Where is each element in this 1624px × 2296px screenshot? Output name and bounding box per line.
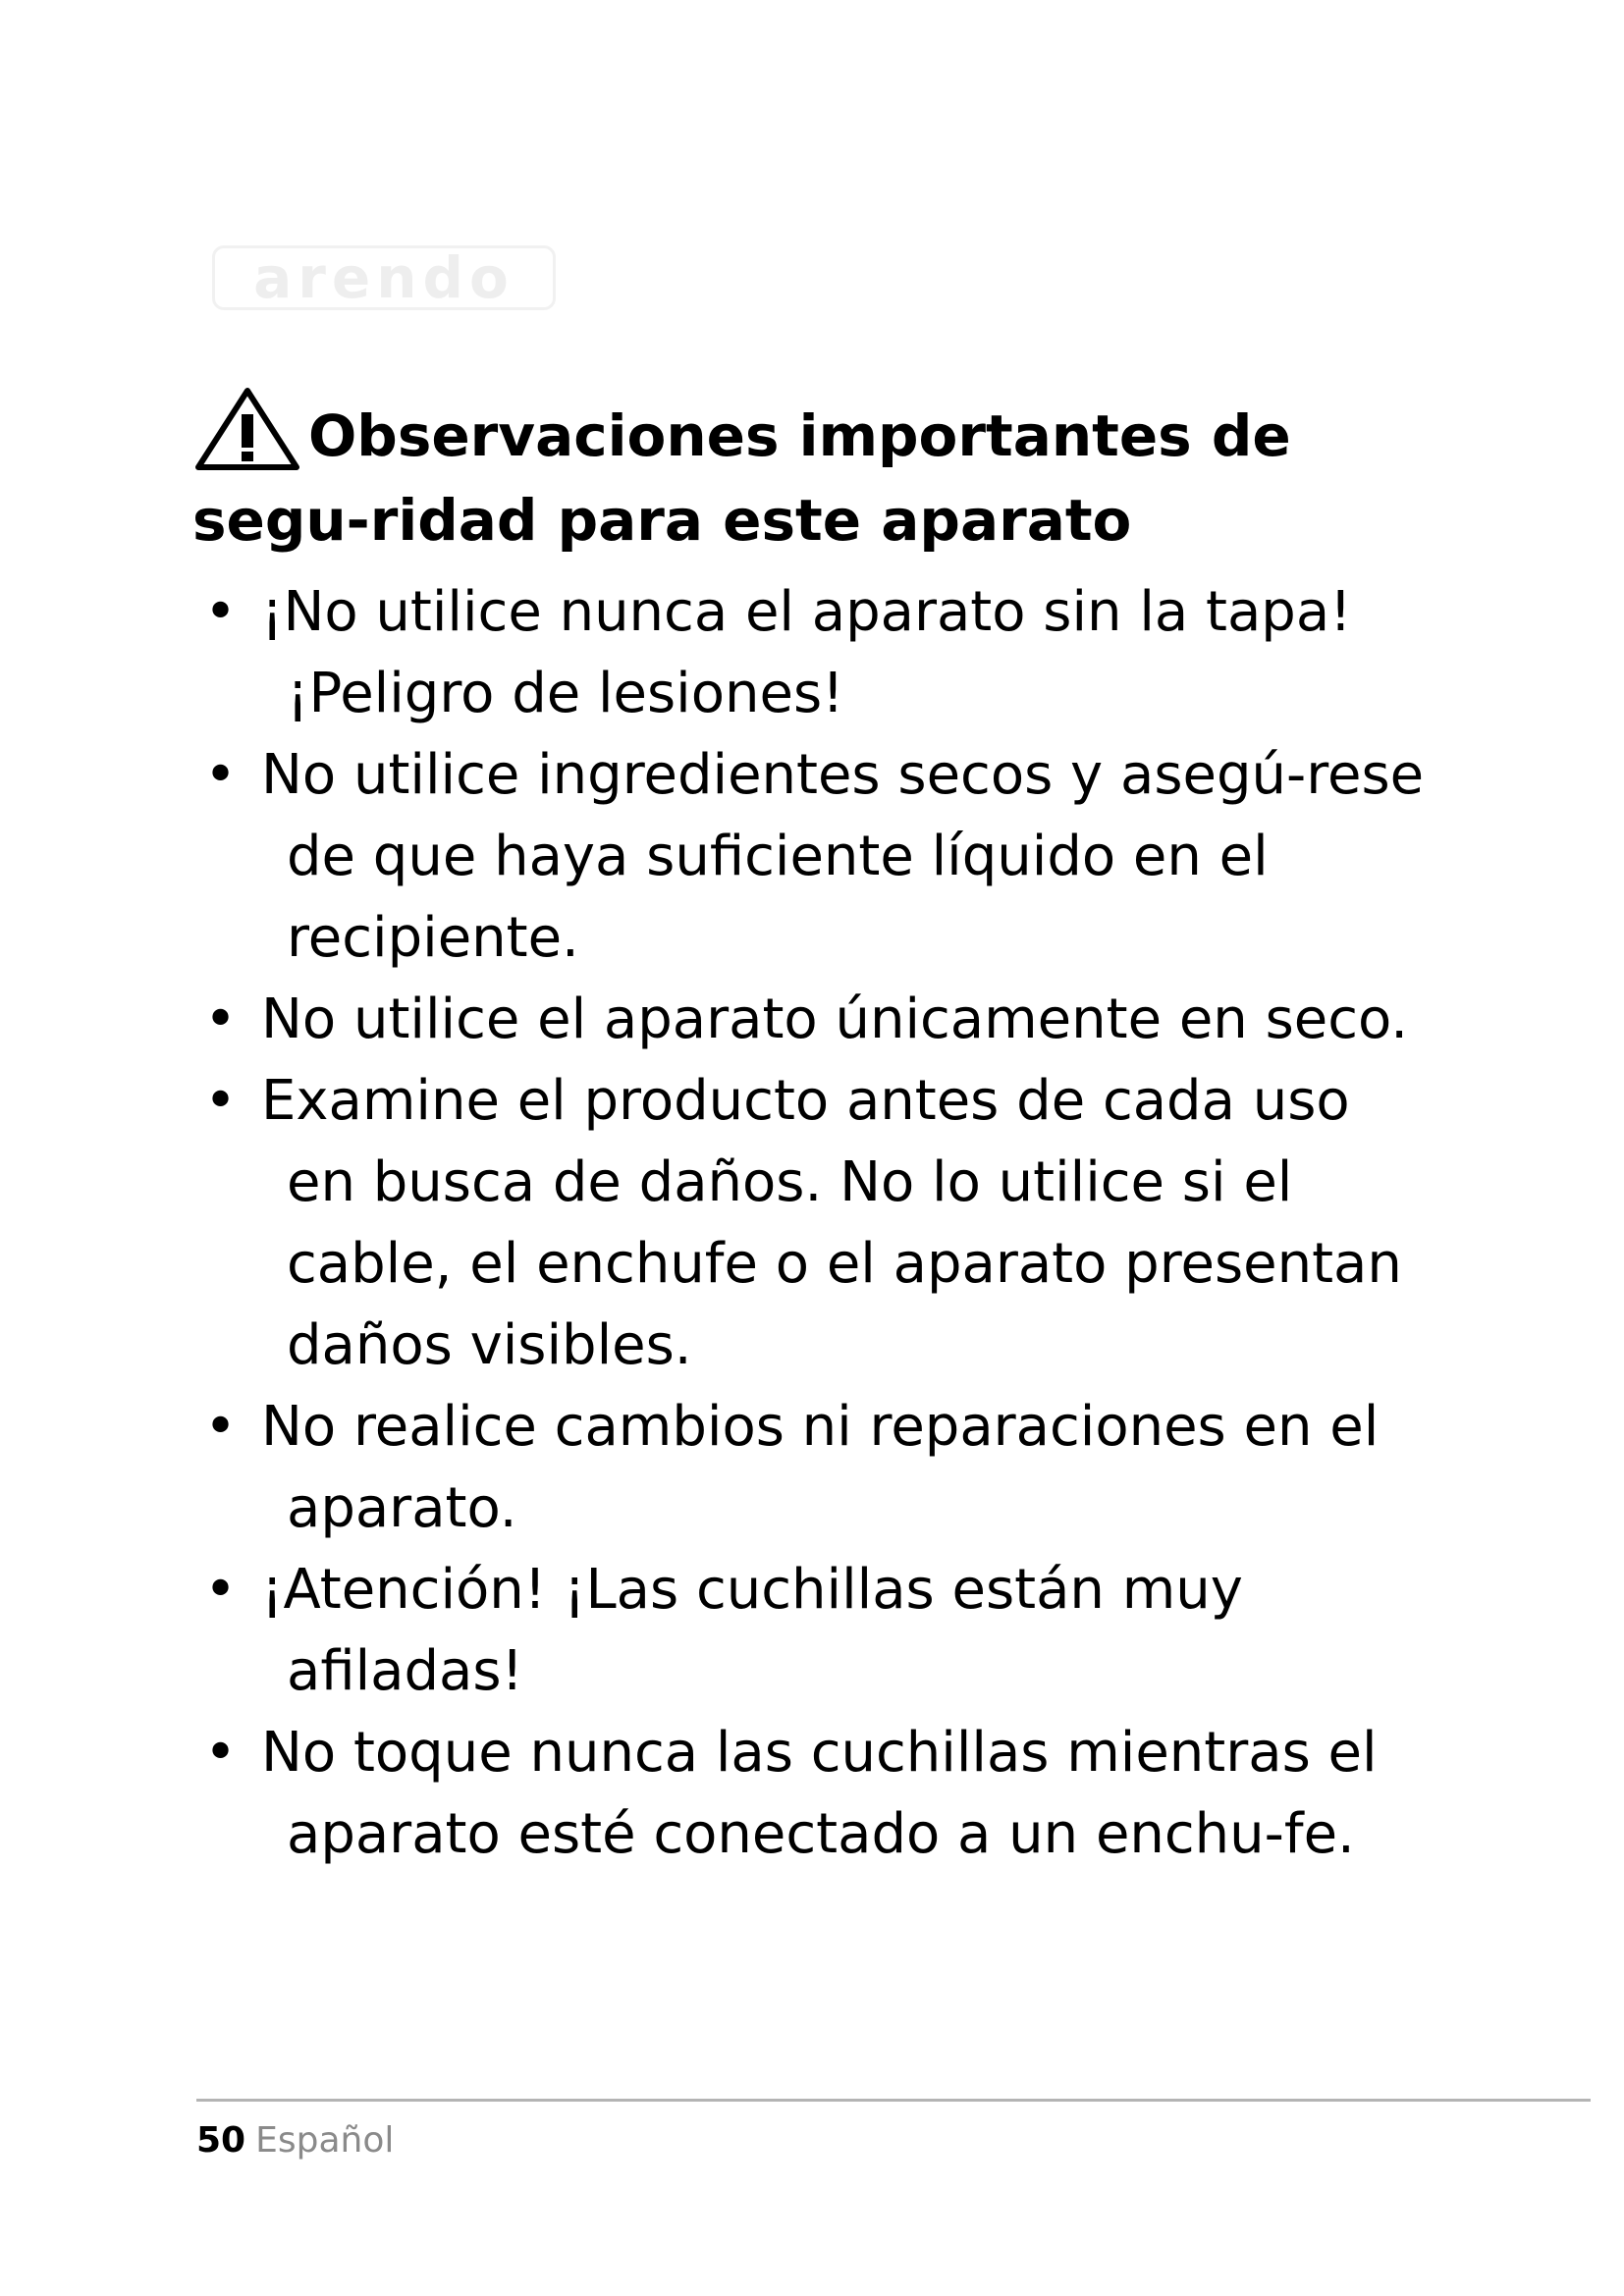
list-item [192,1060,1430,1386]
list-item-text: No utilice el aparato únicamente en seco. [261,988,1409,1051]
list-item [192,1712,1430,1875]
list-item [192,1549,1430,1712]
list-item [192,979,1430,1060]
section-heading [192,385,1449,562]
list-item-text: ¡Atención! ¡Las cuchillas están muy afiladas! [261,1558,1243,1703]
page-number: 50 [196,2120,246,2161]
brand-logo-text: arendo [253,244,514,311]
bullet-icon: • [204,988,238,1051]
page-footer [196,2116,394,2165]
bullet-icon: • [204,580,238,644]
safety-list [192,571,1430,1875]
bullet-icon: • [204,1069,238,1133]
warning-triangle-icon [192,385,302,473]
bullet-icon: • [204,743,238,807]
bullet-icon: • [204,1558,238,1622]
list-item-text: No utilice ingredientes secos y asegú-rese de que haya suficiente líquido en el recipiente. [261,743,1425,970]
list-item-text: Examine el producto antes de cada uso en busca de daños. No lo utilice si el cable, el enchufe o el aparato presentan daños visibles. [261,1069,1402,1377]
footer-divider [196,2099,1591,2102]
list-item [192,571,1430,734]
footer-language: Español [255,2120,395,2161]
section-heading-text: Observaciones importantes de segu-ridad para este aparato [192,402,1291,554]
list-item-text: No toque nunca las cuchillas mientras el aparato esté conectado a un enchu-fe. [261,1721,1378,1866]
list-item-text: No realice cambios ni reparaciones en el aparato. [261,1395,1380,1540]
list-item-text: ¡No utilice nunca el aparato sin la tapa! ¡Peligro de lesiones! [261,580,1352,725]
list-item [192,1386,1430,1549]
bullet-icon: • [204,1721,238,1785]
brand-logo [212,245,556,310]
list-item [192,734,1430,979]
bullet-icon: • [204,1395,238,1459]
